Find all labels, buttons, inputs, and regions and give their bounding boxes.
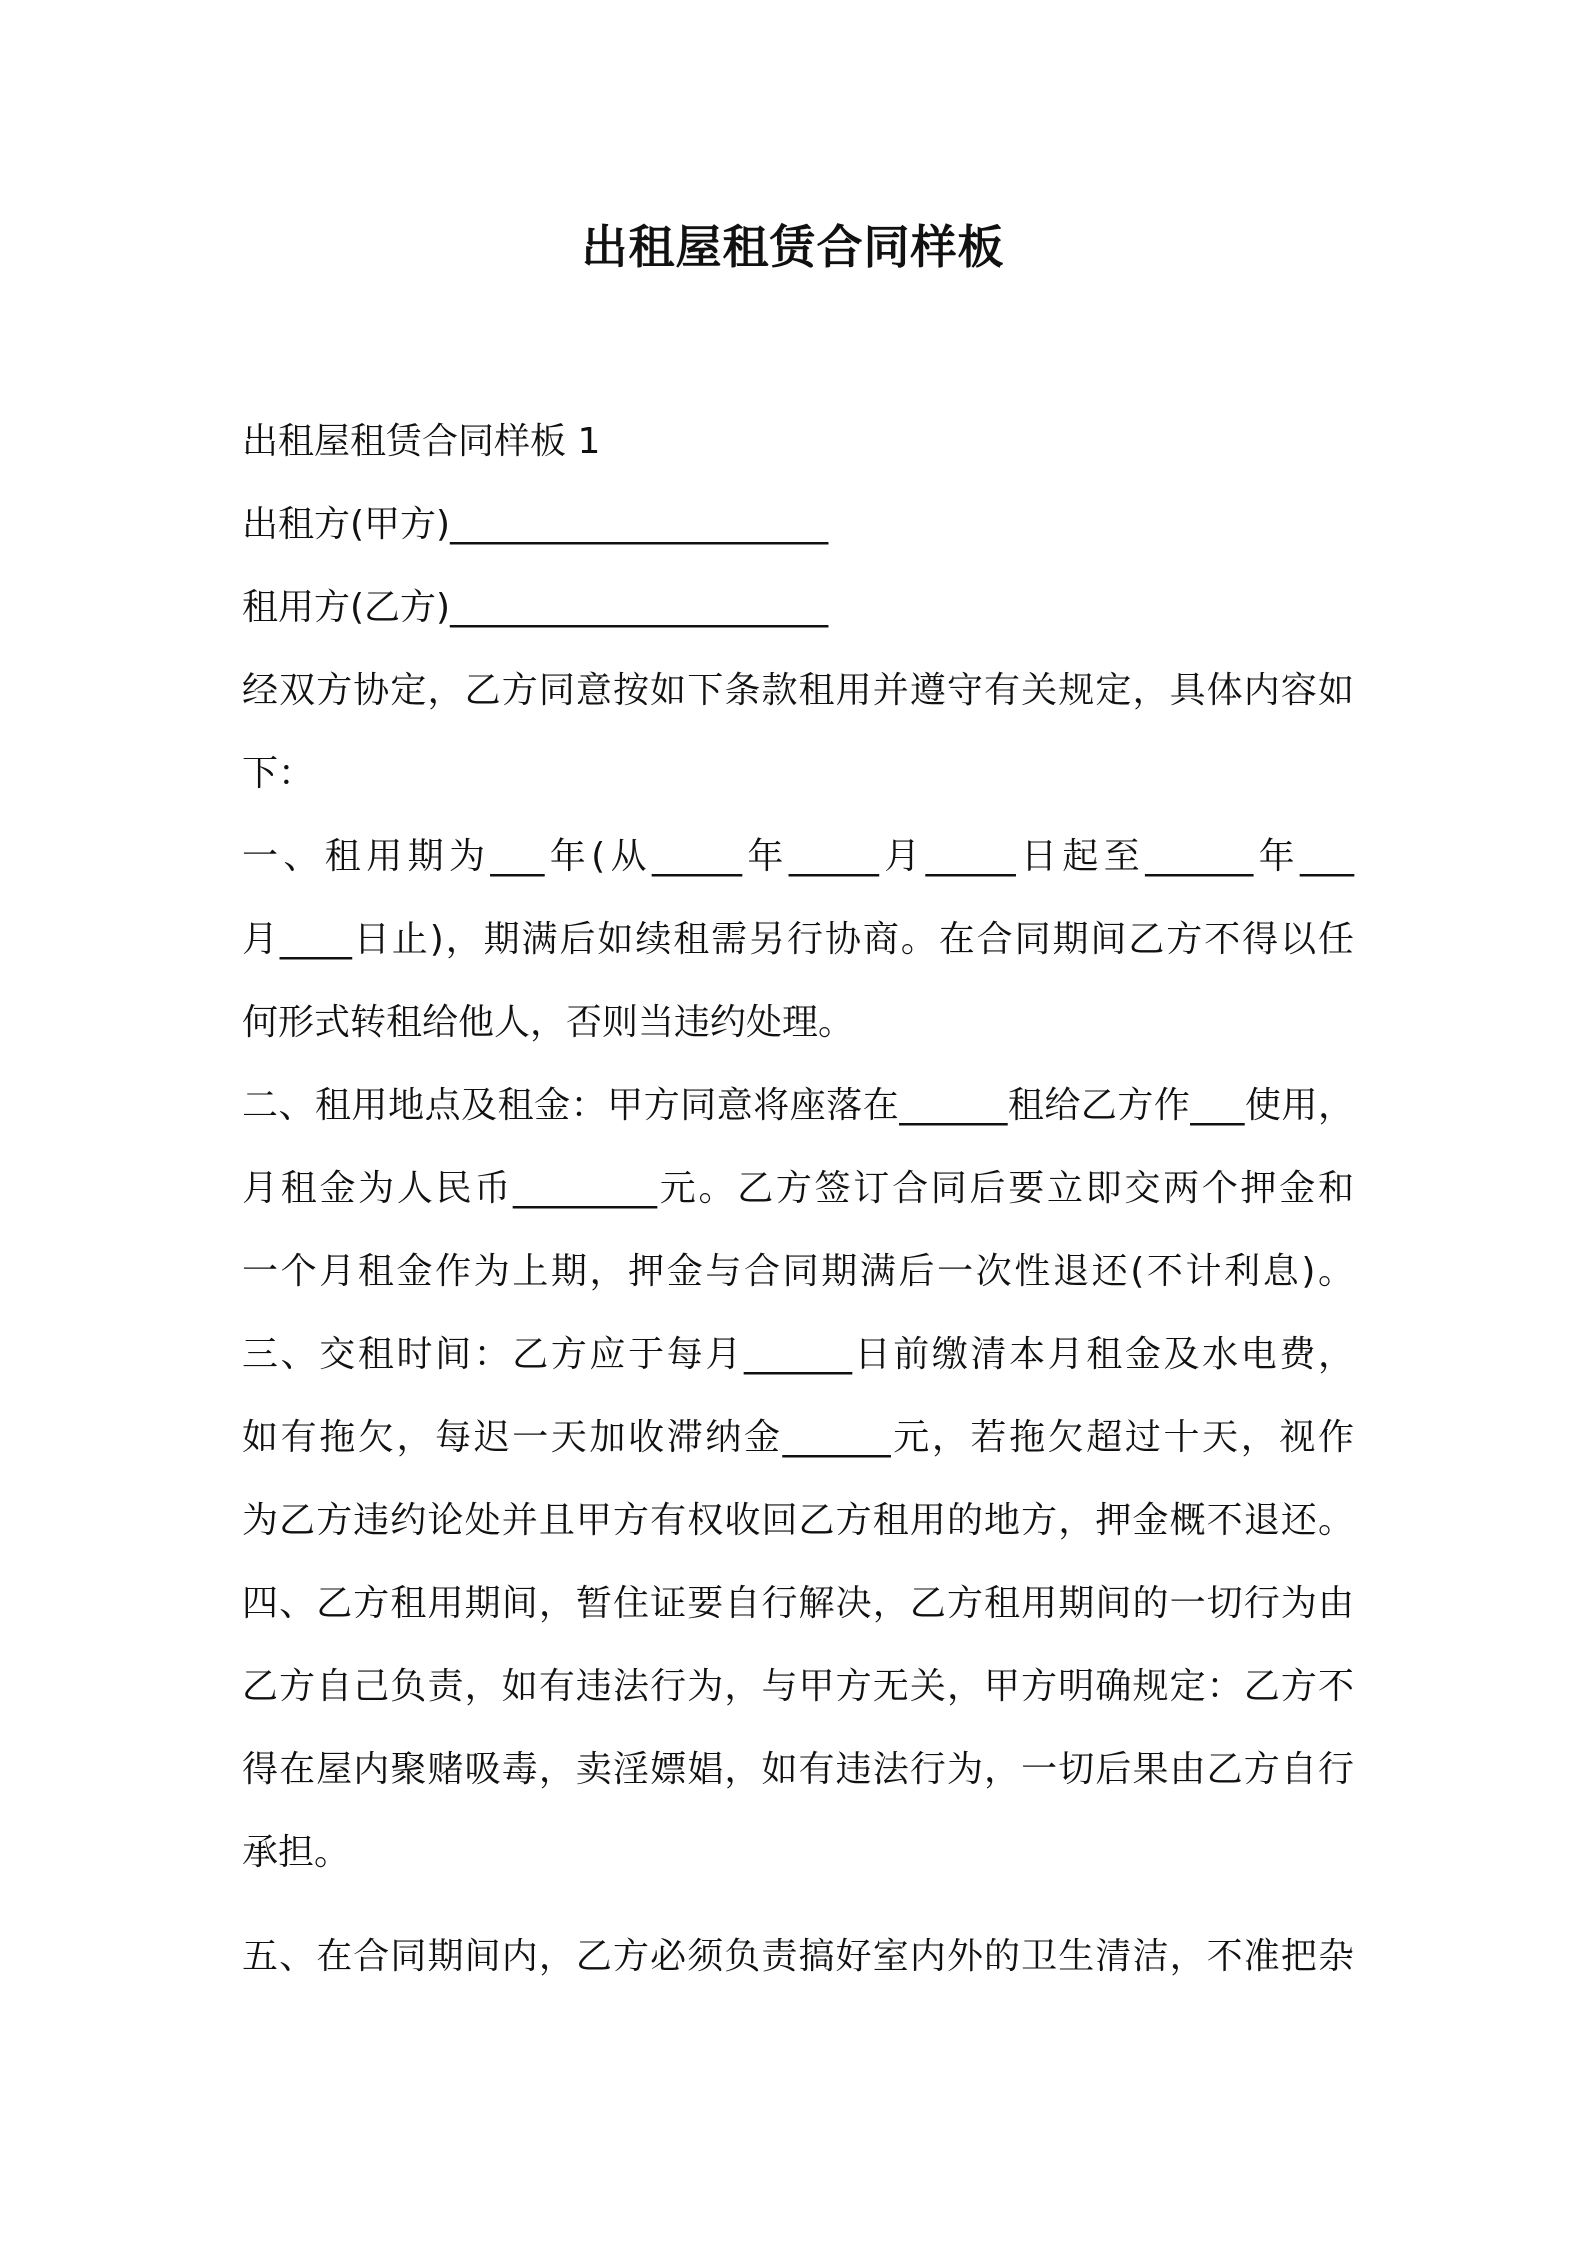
paragraph-line: 四、乙方租用期间，暂住证要自行解决，乙方租用期间的一切行为由 — [242, 1583, 1354, 1624]
document-title: 出租屋租赁合同样板 — [581, 220, 1005, 274]
paragraph-line: 乙方自己负责，如有违法行为，与甲方无关，甲方明确规定：乙方不 — [242, 1666, 1354, 1707]
paragraph-line: 月租金为人民币________元。乙方签订合同后要立即交两个押金和 — [242, 1168, 1354, 1209]
paragraph-line: 经双方协定，乙方同意按如下条款租用并遵守有关规定，具体内容如 — [242, 670, 1354, 711]
lessee-line: 租用方(乙方)_____________________ — [242, 587, 829, 628]
paragraph-line: 月____日止)，期满后如续租需另行协商。在合同期间乙方不得以任 — [242, 919, 1354, 960]
paragraph-line: 一个月租金作为上期，押金与合同期满后一次性退还(不计利息)。 — [242, 1251, 1354, 1292]
paragraph-line: 得在屋内聚赌吸毒，卖淫嫖娼，如有违法行为，一切后果由乙方自行 — [242, 1749, 1354, 1790]
paragraph-line: 三、交租时间：乙方应于每月______日前缴清本月租金及水电费， — [242, 1334, 1354, 1375]
paragraph-line: 一、租用期为___年(从_____年_____月_____日起至______年___ — [242, 836, 1354, 877]
paragraph-line: 五、在合同期间内，乙方必须负责搞好室内外的卫生清洁，不准把杂 — [242, 1936, 1354, 1977]
document-body — [242, 400, 1354, 1998]
paragraph-line: 如有拖欠，每迟一天加收滞纳金______元，若拖欠超过十天，视作 — [242, 1417, 1354, 1458]
lessor-line: 出租方(甲方)_____________________ — [242, 504, 829, 545]
paragraph-line: 承担。 — [242, 1832, 351, 1873]
paragraph-line: 二、租用地点及租金：甲方同意将座落在______租给乙方作___使用， — [242, 1085, 1354, 1126]
paragraph-line: 下： — [242, 753, 315, 794]
paragraph-line: 为乙方违约论处并且甲方有权收回乙方租用的地方，押金概不退还。 — [242, 1500, 1354, 1541]
section-heading: 出租屋租赁合同样板 1 — [242, 421, 601, 462]
paragraph-line: 何形式转租给他人，否则当违约处理。 — [242, 1002, 855, 1043]
